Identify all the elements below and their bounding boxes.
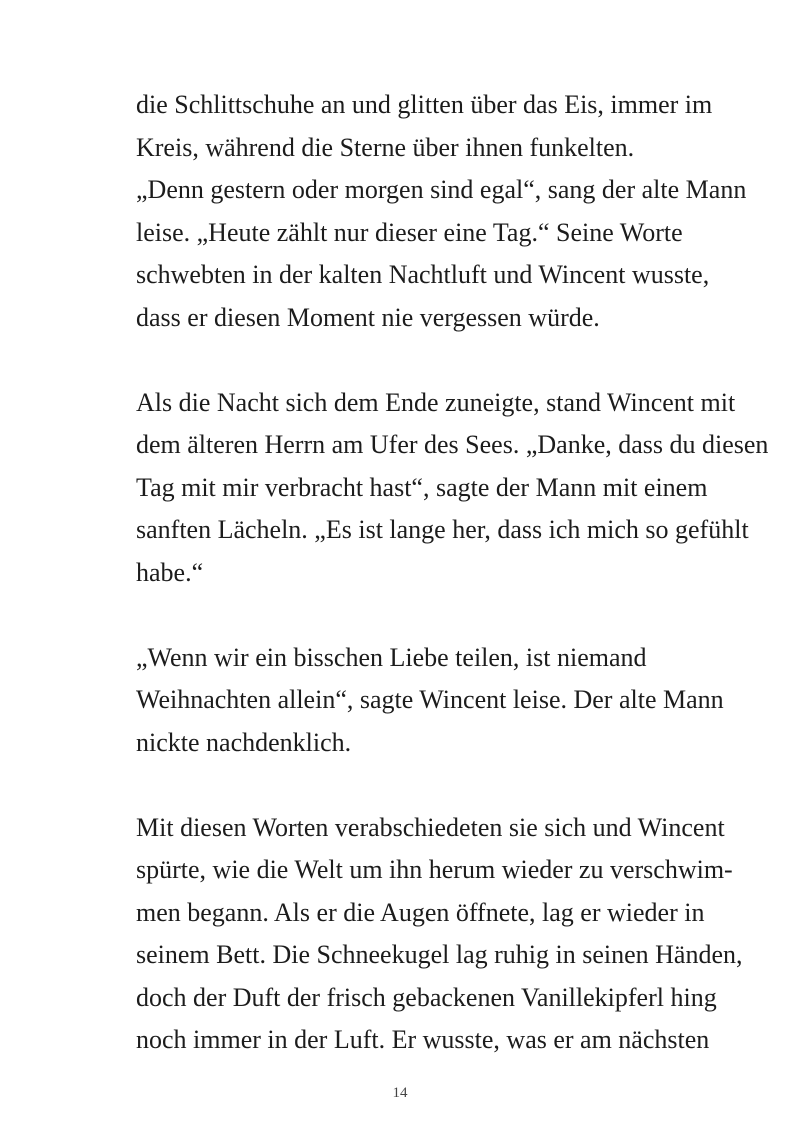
text-line: leise. „Heute zählt nur dieser eine Tag.“ Seine Worte (136, 217, 683, 247)
text-line: men begann. Als er die Augen öffnete, lag er wieder in (136, 897, 705, 927)
text-line: dass er diesen Moment nie vergessen würde. (136, 302, 600, 332)
paragraph-gap (136, 594, 736, 637)
text-line: Als die Nacht sich dem Ende zuneigte, stand Wincent mit (136, 387, 736, 417)
text-line: Tag mit mir verbracht hast“, sagte der Mann mit einem (136, 472, 708, 502)
text-line: dem älteren Herrn am Ufer des Sees. „Danke, dass du diesen (136, 430, 769, 459)
text-line: „Denn gestern oder morgen sind egal“, sang der alte Mann (136, 175, 747, 204)
paragraph-gap (136, 764, 736, 807)
text-line: Weihnachten allein“, sagte Wincent leise. Der alte Mann (136, 685, 724, 714)
text-line: nickte nachdenklich. (136, 727, 352, 757)
text-line: Kreis, während die Sterne über ihnen funkelten. (136, 132, 635, 162)
page-number: 14 (392, 1085, 408, 1101)
text-line: seinem Bett. Die Schneekugel lag ruhig in seinen Händen, (136, 940, 743, 969)
text-line: „Wenn wir ein bisschen Liebe teilen, ist niemand (136, 642, 647, 672)
body-text (136, 84, 769, 1062)
paragraph-gap (136, 339, 736, 382)
text-line: noch immer in der Luft. Er wusste, was er am nächsten (136, 1025, 710, 1054)
text-line: schwebten in der kalten Nachtluft und Wincent wusste, (136, 260, 710, 289)
text-line: spürte, wie die Welt um ihn herum wieder zu verschwim- (136, 855, 733, 884)
text-line: die Schlittschuhe an und glitten über das Eis, immer im (136, 90, 713, 119)
text-line: habe.“ (136, 557, 204, 587)
text-line: doch der Duft der frisch gebackenen Vanillekipferl hing (136, 982, 717, 1012)
text-line: sanften Lächeln. „Es ist lange her, dass ich mich so gefühlt (136, 515, 749, 544)
text-line: Mit diesen Worten verabschiedeten sie sich und Wincent (136, 812, 725, 842)
